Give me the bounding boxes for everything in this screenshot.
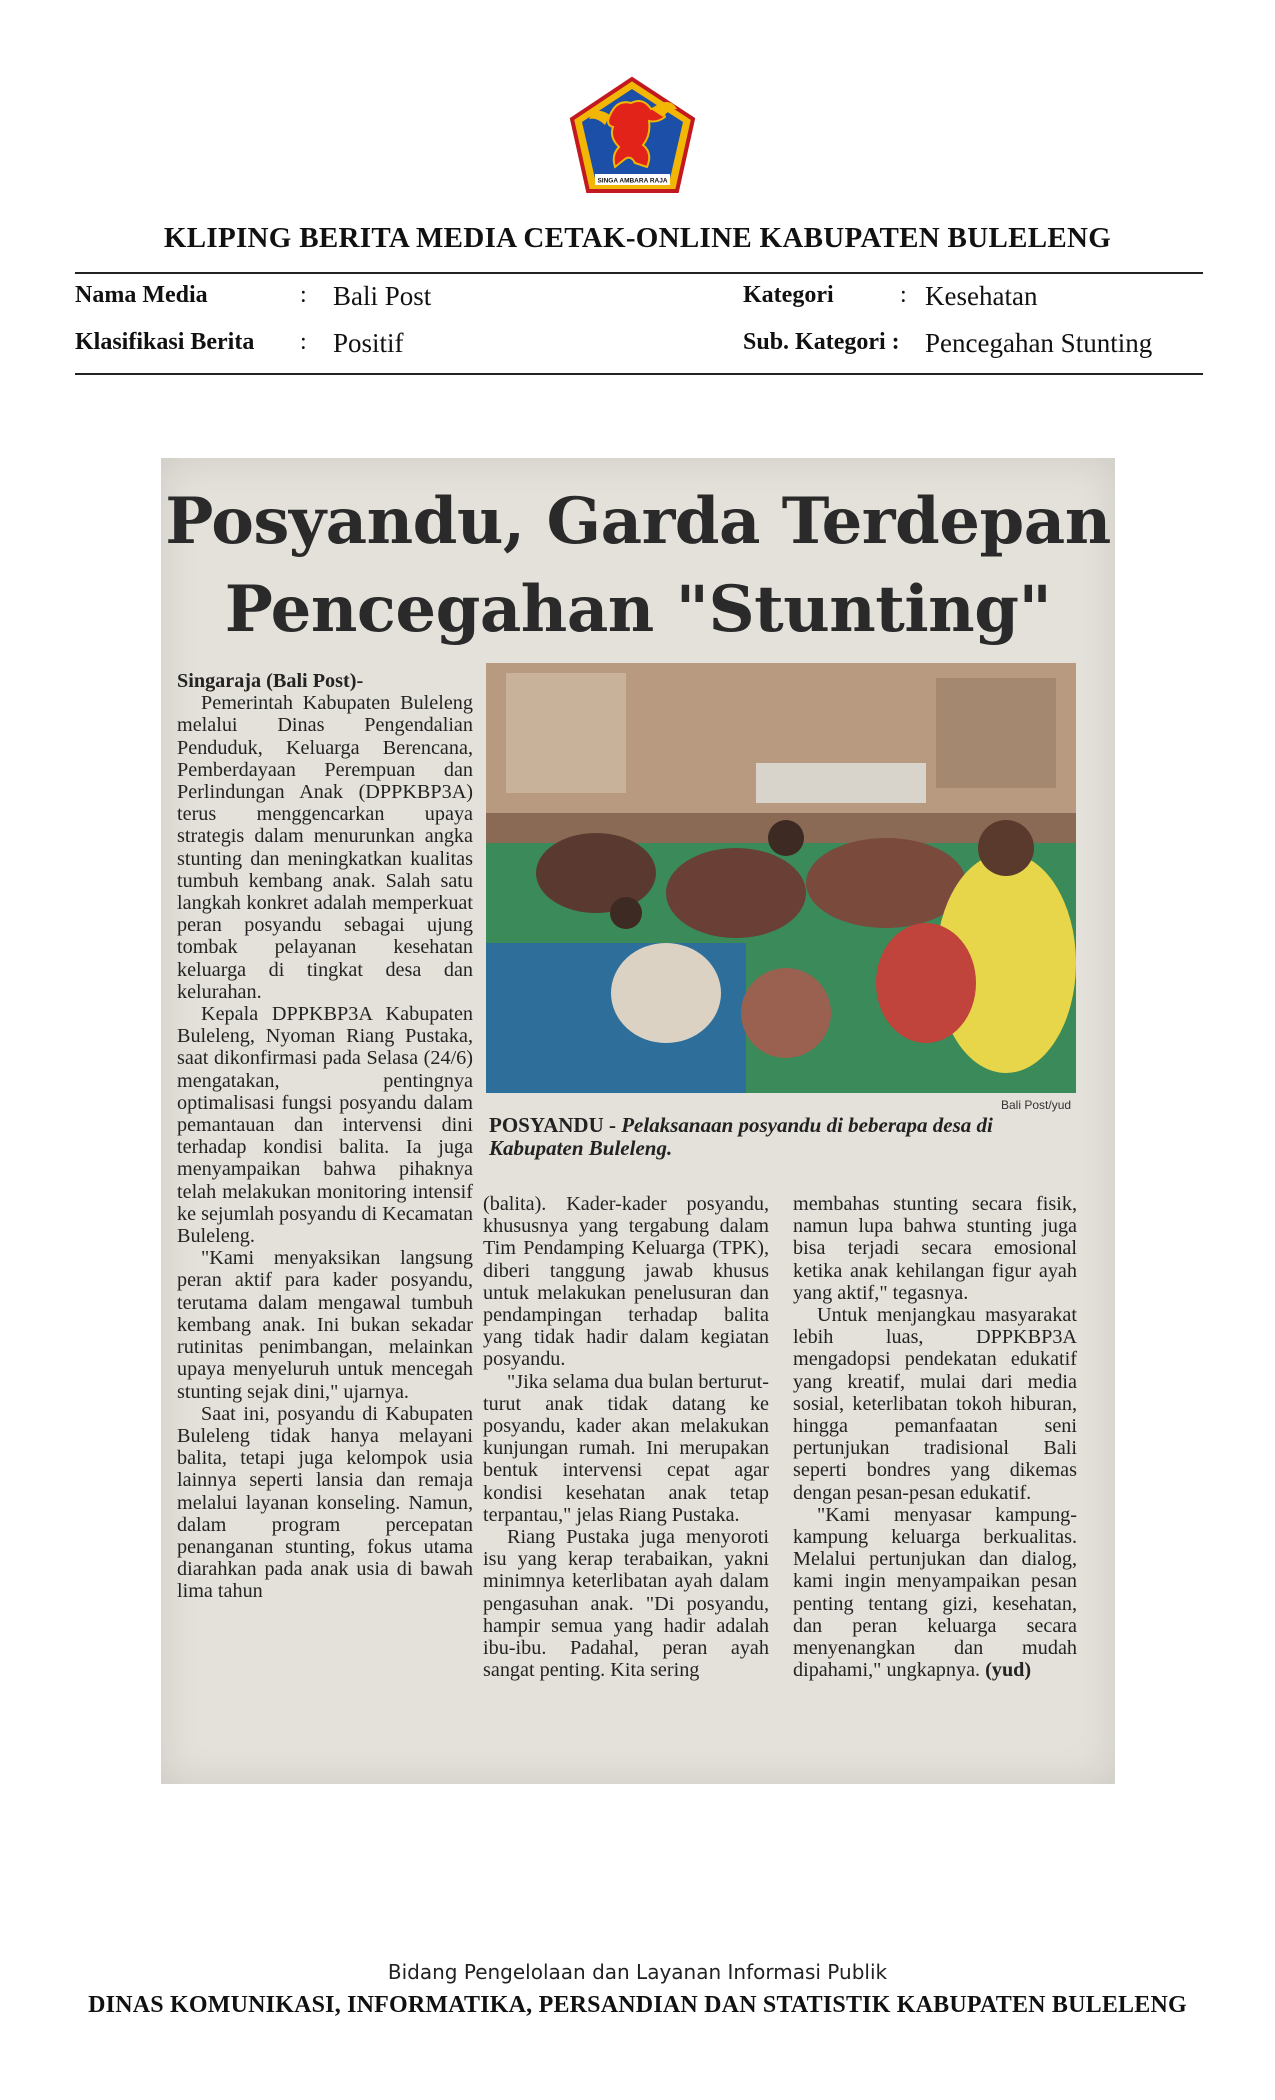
article-paragraph: Untuk menjangkau masyarakat lebih luas, DPPKBP3A mengadopsi pendekatan edukatif yang kreatif, mulai dari media sosial, keterlibatan tokoh hiburan, hingga pemanfaatan seni pertunjukan tradisional Bali seperti bondres yang dikemas dengan pesan-pesan edukatif. — [793, 1304, 1077, 1504]
newspaper-clipping — [161, 458, 1115, 1784]
singa-ambara-raja-crest-icon — [565, 75, 700, 200]
caption-keyword: POSYANDU - — [489, 1113, 616, 1137]
article-paragraph — [793, 1504, 1077, 1682]
footer-agency: DINAS KOMUNIKASI, INFORMATIKA, PERSANDIAN DAN STATISTIK KABUPATEN BULELENG — [88, 1992, 1187, 2018]
photo-caption — [489, 1114, 1079, 1160]
article-column-2 — [483, 1193, 769, 1681]
kategori-label: Kategori — [743, 282, 834, 308]
caption-text: Pelaksanaan posyandu di beberapa desa di Kabupaten Buleleng. — [489, 1113, 993, 1160]
article-paragraph-text: "Kami menyasar kampung-kampung keluarga berkualitas. Melalui pertunjukan dan dialog, kami ingin menyampaikan pesan penting tentang gizi, kesehatan, dan peran keluarga secara menyenangkan dan mudah dipahami," ungkapnya. — [793, 1503, 1077, 1682]
article-paragraph: membahas stunting secara fisik, namun lupa bahwa stunting juga bisa terjadi secara emosional ketika anak kehilangan figur ayah yang aktif," tegasnya. — [793, 1193, 1077, 1304]
subkategori-value: Pencegahan Stunting — [925, 328, 1153, 358]
top-divider — [75, 272, 1203, 274]
article-paragraph: "Kami menyaksikan langsung peran aktif para kader posyandu, terutama dalam mengawal tumbuh kembang anak. Ini bukan sekadar rutinitas penimbangan, melainkan upaya menyeluruh untuk mencegah stunting sejak dini," ujarnya. — [177, 1247, 473, 1403]
article-paragraph: Saat ini, posyandu di Kabupaten Buleleng tidak hanya melayani balita, tetapi juga kelompok usia lainnya seperti lansia dan remaja melalui layanan konseling. Namun, dalam program percepatan penanganan stunting, fokus utama diarahkan pada anak usia di bawah lima tahun — [177, 1402, 473, 1603]
media-label: Nama Media — [75, 282, 208, 308]
article-byline: (yud) — [985, 1659, 1032, 1682]
footer-department: Bidang Pengelolaan dan Layanan Informasi Publik — [387, 1960, 888, 1984]
kategori-colon: : — [900, 282, 907, 308]
headline-line-2: Pencegahan "Stunting" — [224, 572, 1052, 647]
subkategori-label: Sub. Kategori : — [743, 329, 900, 355]
headline-line-1: Posyandu, Garda Terdepan — [165, 484, 1111, 559]
article-paragraph: Riang Pustaka juga menyoroti isu yang kerap terabaikan, yakni minimnya keterlibatan ayah dalam pengasuhan anak. "Di posyandu, hampir semua yang hadir adalah ibu-ibu. Padahal, peran ayah sangat penting. Kita sering — [483, 1526, 769, 1682]
article-dateline: Singaraja (Bali Post)- — [177, 670, 364, 692]
article-paragraph: (balita). Kader-kader posyandu, khususnya yang tergabung dalam Tim Pendamping Keluarga (TPK), diberi tanggung jawab khusus untuk melakukan penelusuran dan pendampingan terhadap balita yang tidak hadir dalam kegiatan posyandu. — [483, 1193, 769, 1371]
klasifikasi-colon: : — [300, 329, 307, 355]
photo-credit: Bali Post/yud — [1001, 1098, 1072, 1112]
article-headline — [161, 478, 1115, 654]
media-value: Bali Post — [333, 281, 432, 311]
article-column-3 — [793, 1193, 1077, 1681]
klasifikasi-label: Klasifikasi Berita — [75, 329, 255, 355]
logo-text: SINGA AMBARA RAJA — [597, 177, 668, 185]
article-paragraph: Kepala DPPKBP3A Kabupaten Buleleng, Nyoman Riang Pustaka, saat dikonfirmasi pada Selasa (24/6) mengatakan, pentingnya optimalisasi fungsi posyandu dalam pemantauan dan intervensi dini terhadap kondisi balita. Ia juga menyampaikan bahwa pihaknya telah melakukan monitoring intensif ke sejumlah posyandu di Kecamatan Buleleng. — [177, 1003, 473, 1248]
article-paragraph: Pemerintah Kabupaten Buleleng melalui Dinas Pengendalian Penduduk, Keluarga Berencana, Pemberdayaan Perempuan dan Perlindungan Anak (DPPKBP3A) terus menggencarkan upaya strategis dalam menurunkan angka stunting dan meningkatkan kualitas tumbuh kembang anak. Salah satu langkah konkret adalah memperkuat peran posyandu sebagai ujung tombak pelayanan kesehatan keluarga di tingkat desa dan kelurahan. — [177, 692, 473, 1003]
bottom-divider — [75, 373, 1203, 375]
klasifikasi-value: Positif — [333, 328, 404, 358]
article-column-1 — [177, 670, 473, 1603]
kategori-value: Kesehatan — [925, 281, 1038, 311]
media-colon: : — [300, 282, 307, 308]
page-title: KLIPING BERITA MEDIA CETAK-ONLINE KABUPATEN BULELENG — [163, 222, 1112, 254]
posyandu-photo — [486, 663, 1076, 1093]
article-paragraph: "Jika selama dua bulan berturut-turut anak tidak datang ke posyandu, kader akan melakukan kunjungan rumah. Ini merupakan bentuk intervensi cepat agar kondisi kesehatan anak tetap terpantau," jelas Riang Pustaka. — [483, 1370, 769, 1526]
